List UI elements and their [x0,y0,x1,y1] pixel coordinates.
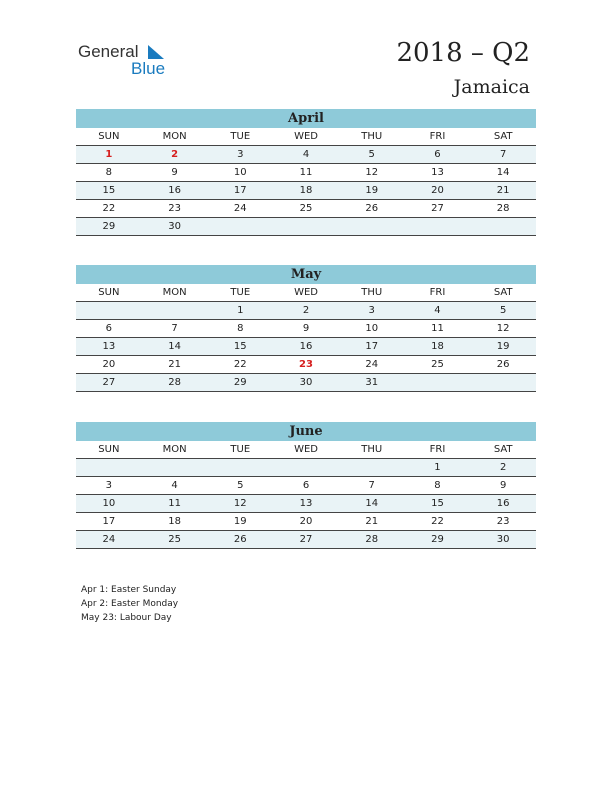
holiday-date-cell: 23 [299,359,313,370]
week-row [76,374,536,392]
weekday-label: SUN [98,287,120,298]
date-cell: 14 [496,167,510,178]
date-cell: 14 [168,341,181,352]
weekday-header-row [76,284,536,302]
logo-blue-text: Blue [131,59,166,78]
weekday-label: SUN [98,131,120,142]
date-cell: 20 [299,516,313,527]
date-cell [339,459,405,476]
date-cell: 24 [365,359,379,370]
date-cell: 9 [499,480,507,491]
date-cell: 10 [365,323,379,334]
date-cell: 16 [168,185,181,196]
page-title: 2018 – Q2 [396,38,530,68]
week-row [76,356,536,374]
date-cell: 25 [431,359,444,370]
week-row [76,200,536,218]
date-cell: 23 [496,516,510,527]
week-row [76,218,536,236]
week-row [76,164,536,182]
date-cell: 31 [365,377,379,388]
date-cell [405,374,471,391]
week-row [76,459,536,477]
date-cell: 28 [168,377,181,388]
date-cell: 7 [499,149,507,160]
date-cell [273,218,339,235]
date-cell: 18 [299,185,313,196]
date-cell: 29 [102,221,116,232]
weekday-label: SAT [493,131,513,142]
date-cell: 10 [102,498,116,509]
date-cell: 28 [496,203,510,214]
date-cell: 8 [237,323,244,334]
date-cell: 6 [434,149,441,160]
date-cell: 17 [102,516,116,527]
date-cell: 23 [168,203,181,214]
weekday-label: FRI [429,444,446,455]
date-cell: 8 [105,167,113,178]
weekday-label: THU [361,287,383,298]
holiday-date-cell: 2 [171,149,179,160]
date-cell: 15 [431,498,444,509]
month-name: June [76,422,536,441]
weekday-label: WED [294,131,318,142]
date-cell: 26 [233,534,247,545]
date-cell: 1 [434,462,441,473]
date-cell: 14 [365,498,379,509]
date-cell: 9 [171,167,178,178]
weekday-header-row [76,128,536,146]
date-cell: 27 [431,203,444,214]
date-cell: 24 [102,534,116,545]
date-cell [142,302,208,319]
date-cell: 16 [299,341,313,352]
week-row [76,513,536,531]
date-cell [339,218,405,235]
date-cell: 6 [302,480,310,491]
week-row [76,146,536,164]
date-cell: 7 [171,323,178,334]
date-cell: 29 [431,534,444,545]
date-cell: 11 [299,167,313,178]
date-cell: 16 [496,498,510,509]
date-cell: 20 [102,359,116,370]
date-cell: 5 [499,305,507,316]
weekday-label: TUE [230,287,251,298]
month-name: April [76,109,536,128]
date-cell: 25 [168,534,181,545]
date-cell: 25 [299,203,313,214]
date-cell: 12 [365,167,379,178]
date-cell: 15 [102,185,116,196]
date-cell: 2 [302,305,310,316]
holiday-note: May 23: Labour Day [81,613,172,623]
date-cell: 7 [368,480,375,491]
date-cell: 22 [233,359,247,370]
holiday-note: Apr 1: Easter Sunday [81,585,177,595]
weekday-header-row [76,441,536,459]
weekday-label: WED [294,287,318,298]
date-cell: 30 [496,534,510,545]
week-row [76,338,536,356]
weekday-label: SAT [493,444,513,455]
date-cell: 12 [496,323,510,334]
date-cell: 18 [431,341,444,352]
logo [78,42,178,78]
date-cell: 30 [299,377,313,388]
date-cell [142,459,208,476]
weekday-label: SAT [493,287,513,298]
weekday-label: THU [361,131,383,142]
weekday-label: MON [162,287,187,298]
week-row [76,182,536,200]
date-cell [405,218,471,235]
date-cell: 2 [499,462,507,473]
holiday-date-cell: 1 [105,149,113,160]
month-calendar-june [76,422,536,549]
date-cell: 26 [365,203,379,214]
weekday-label: MON [162,444,187,455]
date-cell: 5 [237,480,244,491]
month-name: May [76,265,536,284]
date-cell: 13 [299,498,313,509]
date-cell [76,459,142,476]
holiday-note: Apr 2: Easter Monday [81,599,179,609]
date-cell: 19 [365,185,379,196]
date-cell [207,459,273,476]
weekday-label: MON [162,131,187,142]
weekday-label: TUE [230,444,251,455]
logo-general-text: General [78,42,139,61]
date-cell: 11 [168,498,181,509]
weekday-label: FRI [429,287,446,298]
date-cell: 5 [368,149,375,160]
weekday-label: WED [294,444,318,455]
date-cell: 17 [365,341,379,352]
week-row [76,495,536,513]
date-cell: 19 [496,341,510,352]
date-cell: 10 [233,167,247,178]
date-cell: 3 [237,149,244,160]
date-cell: 20 [431,185,444,196]
date-cell: 27 [102,377,116,388]
date-cell: 1 [237,305,244,316]
week-row [76,320,536,338]
date-cell: 21 [365,516,379,527]
date-cell: 21 [496,185,510,196]
date-cell: 3 [368,305,375,316]
date-cell: 4 [302,149,310,160]
date-cell: 12 [233,498,247,509]
date-cell: 22 [102,203,116,214]
weekday-label: THU [361,444,383,455]
week-row [76,531,536,549]
date-cell: 11 [431,323,444,334]
date-cell: 8 [434,480,441,491]
date-cell: 15 [233,341,247,352]
date-cell: 18 [168,516,181,527]
date-cell: 27 [299,534,313,545]
week-row [76,477,536,495]
date-cell: 26 [496,359,510,370]
date-cell: 30 [168,221,181,232]
date-cell [207,218,273,235]
date-cell: 21 [168,359,181,370]
month-calendar-april [76,109,536,236]
country-subtitle: Jamaica [453,76,530,98]
date-cell: 13 [102,341,116,352]
date-cell: 6 [105,323,113,334]
logo-flag-icon [148,45,164,59]
date-cell [273,459,339,476]
date-cell: 17 [233,185,247,196]
date-cell: 24 [233,203,247,214]
date-cell: 19 [233,516,247,527]
date-cell: 4 [434,305,441,316]
holiday-notes [81,583,178,625]
month-calendar-may [76,265,536,392]
weekday-label: TUE [230,131,251,142]
date-cell: 13 [431,167,444,178]
date-cell: 22 [431,516,444,527]
date-cell [76,302,142,319]
weekday-label: SUN [98,444,120,455]
date-cell: 4 [171,480,178,491]
date-cell: 9 [302,323,310,334]
date-cell: 3 [105,480,113,491]
date-cell: 28 [365,534,379,545]
weekday-label: FRI [429,131,446,142]
date-cell [470,218,536,235]
date-cell: 29 [233,377,247,388]
week-row [76,302,536,320]
date-cell [470,374,536,391]
